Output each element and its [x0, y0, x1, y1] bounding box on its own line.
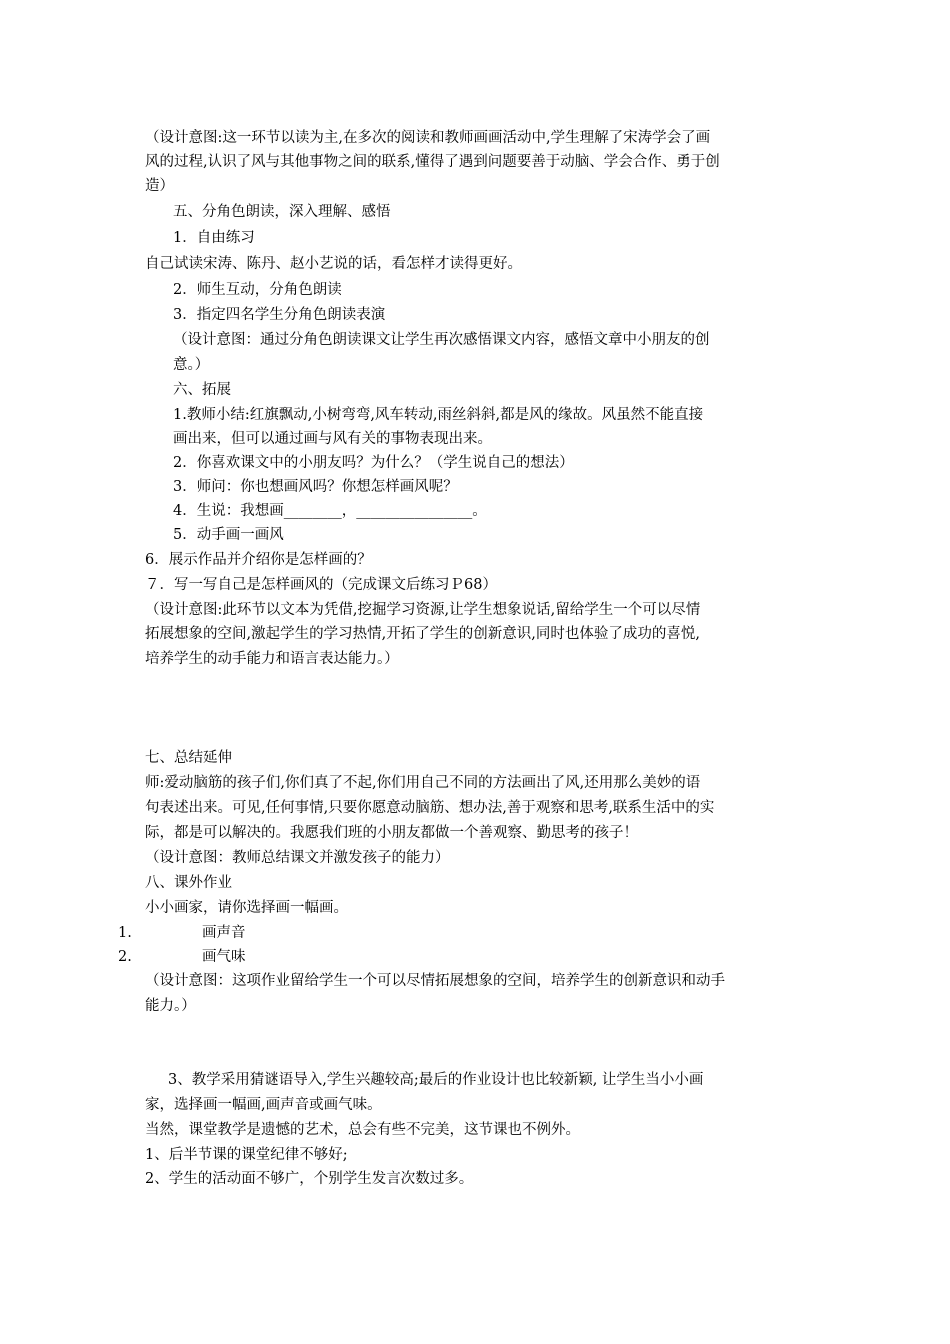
text-line: 当然，课堂教学是遗憾的艺术，总会有些不完美，这节课也不例外。 — [145, 1122, 580, 1138]
text-line: 2、学生的活动面不够广，个别学生发言次数过多。 — [145, 1171, 474, 1187]
text-line: 1、后半节课的课堂纪律不够好; — [145, 1147, 348, 1163]
text-line: 句表述出来。可见,任何事情,只要你愿意动脑筋、想办法,善于观察和思考,联系生活中的实 — [145, 800, 715, 816]
text-line: 3．师问：你也想画风吗？你想怎样画风呢？ — [173, 479, 458, 495]
text-line: （设计意图：这项作业留给学生一个可以尽情拓展想象的空间，培养学生的创新意识和动手 — [145, 973, 725, 989]
section-heading: 八、课外作业 — [145, 875, 232, 891]
text-line: 3、教学采用猜谜语导入,学生兴趣较高;最后的作业设计也比较新颖, 让学生当小小画 — [168, 1072, 704, 1088]
text-line: 1.教师小结:红旗飘动,小树弯弯,风车转动,雨丝斜斜,都是风的缘故。风虽然不能直接 — [173, 407, 704, 423]
text-line: 画出来，但可以通过画与风有关的事物表现出来。 — [173, 431, 492, 447]
text-line: 师:爱动脑筋的孩子们,你们真了不起,你们用自己不同的方法画出了风,还用那么美妙的语 — [145, 775, 701, 791]
list-number: 2. — [118, 949, 132, 965]
text-line: 2．师生互动，分角色朗读 — [173, 282, 342, 298]
list-item: 画气味 — [202, 949, 246, 965]
list-number: 1. — [118, 925, 132, 941]
text-line: 际，都是可以解决的。我愿我们班的小朋友都做一个善观察、勤思考的孩子！ — [145, 825, 638, 841]
text-line: 造） — [145, 178, 174, 194]
text-line: 3．指定四名学生分角色朗读表演 — [173, 307, 386, 323]
text-line: 5．动手画一画风 — [173, 527, 284, 543]
text-line: 6．展示作品并介绍你是怎样画的？ — [145, 552, 372, 568]
text-line: 自己试读宋涛、陈丹、赵小艺说的话，看怎样才读得更好。 — [145, 256, 522, 272]
text-line: 风的过程,认识了风与其他事物之间的联系,懂得了遇到问题要善于动脑、学会合作、勇于创 — [145, 154, 720, 170]
text-line: 1．自由练习 — [173, 230, 255, 246]
text-line: 小小画家，请你选择画一幅画。 — [145, 900, 348, 916]
text-line: ７．写一写自己是怎样画风的（完成课文后练习Ｐ68） — [145, 577, 497, 593]
section-heading: 六、拓展 — [173, 382, 231, 398]
text-line: 家，选择画一幅画,画声音或画气味。 — [145, 1097, 382, 1113]
text-line: 意。） — [173, 357, 210, 373]
section-heading: 五、分角色朗读，深入理解、感悟 — [173, 204, 391, 220]
text-line: 拓展想象的空间,激起学生的学习热情,开拓了学生的创新意识,同时也体验了成功的喜悦, — [145, 626, 700, 642]
list-item: 画声音 — [202, 925, 246, 941]
text-line: 2．你喜欢课文中的小朋友吗？为什么？（学生说自己的想法） — [173, 455, 574, 471]
text-line: （设计意图：通过分角色朗读课文让学生再次感悟课文内容，感悟文章中小朋友的创 — [173, 332, 710, 348]
text-line: 能力。） — [145, 998, 196, 1014]
text-line: 4．生说：我想画________，________________。 — [173, 503, 487, 519]
section-heading: 七、总结延伸 — [145, 750, 232, 766]
text-line: （设计意图：教师总结课文并激发孩子的能力） — [145, 850, 450, 866]
text-line: 培养学生的动手能力和语言表达能力。） — [145, 651, 399, 667]
text-line: （设计意图:此环节以文本为凭借,挖掘学习资源,让学生想象说话,留给学生一个可以尽情 — [145, 602, 701, 618]
text-line: （设计意图:这一环节以读为主,在多次的阅读和教师画画活动中,学生理解了宋涛学会了画 — [145, 130, 711, 146]
